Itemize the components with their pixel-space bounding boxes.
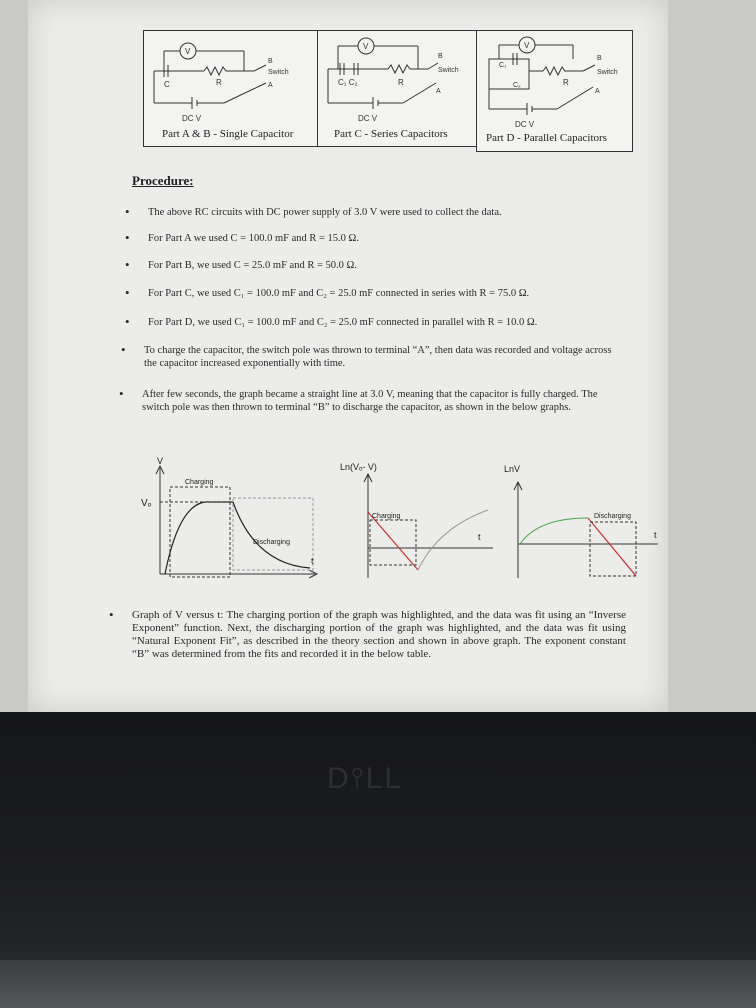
circuit-caption: Part C - Series Capacitors [334, 128, 448, 140]
svg-text:Vₒ: Vₒ [141, 498, 152, 509]
procedure-bullet: • After few seconds, the graph became a straight line at 3.0 V, meaning that the capacitor is fully charged. The switch pole was then thrown to terminal “B” to discharge the capacitor, as shown in the below graphs. [119, 386, 598, 413]
svg-text:Discharging: Discharging [253, 539, 290, 546]
circuit-caption: Part A & B - Single Capacitor [162, 128, 294, 140]
circuit-single-capacitor [143, 30, 318, 147]
svg-text:V: V [524, 41, 530, 50]
svg-text:C₁: C₁ [499, 62, 507, 69]
svg-text:Switch: Switch [597, 69, 618, 76]
svg-text:LnV: LnV [504, 464, 521, 474]
svg-text:Charging: Charging [185, 479, 214, 486]
laptop-bezel-edge [0, 960, 756, 1008]
svg-text:B: B [268, 58, 273, 65]
svg-text:V: V [363, 42, 369, 51]
graph-ln-vo-minus-v [328, 458, 498, 583]
svg-text:A: A [595, 88, 600, 95]
svg-text:DC V: DC V [182, 114, 202, 123]
procedure-bullet: • For Part C, we used C₁ = 100.0 mF and C₂ = 25.0 mF connected in series with R = 75.0 Ω. [125, 285, 530, 300]
circuit-series-capacitors [317, 30, 477, 147]
resistor-icon [204, 67, 254, 75]
switch-label: Switch [268, 69, 289, 76]
dell-logo: D⫯LL [326, 762, 404, 795]
svg-text:DC V: DC V [515, 120, 535, 129]
svg-text:t: t [311, 556, 314, 566]
svg-text:Discharging: Discharging [594, 513, 631, 520]
resistor-icon [543, 67, 583, 75]
graph-ln-v [498, 458, 668, 583]
svg-text:V: V [185, 47, 191, 56]
svg-text:t: t [478, 532, 481, 542]
procedure-bullet: • For Part A we used C = 100.0 mF and R = 15.0 Ω. [125, 230, 359, 245]
svg-text:DC V: DC V [358, 114, 378, 123]
svg-text:Charging: Charging [372, 513, 401, 520]
svg-text:C₂: C₂ [513, 82, 521, 89]
procedure-bullet: • The above RC circuits with DC power supply of 3.0 V were used to collect the data. [125, 204, 502, 219]
svg-text:B: B [438, 53, 443, 60]
svg-text:A: A [268, 82, 273, 89]
svg-text:C₁ C₂: C₁ C₂ [338, 78, 358, 87]
svg-text:Ln(Vₒ- V): Ln(Vₒ- V) [340, 462, 377, 472]
procedure-heading: Procedure: [132, 173, 194, 188]
svg-text:R: R [563, 78, 569, 87]
procedure-bullet: • For Part B, we used C = 25.0 mF and R = 50.0 Ω. [125, 257, 357, 272]
series-capacitors-circuit-diagram [318, 31, 476, 126]
svg-text:R: R [216, 78, 222, 87]
svg-text:C: C [164, 80, 170, 89]
svg-text:Switch: Switch [438, 67, 459, 74]
circuit-parallel-capacitors [476, 30, 633, 152]
svg-text:A: A [436, 88, 441, 95]
parallel-capacitors-circuit-diagram [477, 31, 632, 131]
graph-v-vs-t [125, 454, 325, 584]
procedure-bullet: • For Part D, we used C₁ = 100.0 mF and C₂ = 25.0 mF connected in parallel with R = 10.0 Ω. [125, 314, 538, 329]
svg-text:B: B [597, 55, 602, 62]
circuit-caption: Part D - Parallel Capacitors [486, 132, 607, 144]
svg-text:t: t [654, 530, 657, 540]
single-capacitor-circuit-diagram [144, 31, 317, 126]
procedure-bullet-graph-v-vs-t: • Graph of V versus t: The charging portion of the graph was highlighted, and the data was fit using an “Inverse Exponent” function. Next, the discharging portion of the graph was highlighted, and the data was fit using “Natural Exponent Fit”, as described in the theory section and shown in above graph. The exponent constant “B” was determined from the fits and recorded it in the below table. [109, 607, 626, 660]
document-page [28, 0, 668, 712]
svg-text:V: V [157, 456, 164, 466]
resistor-icon [388, 65, 428, 73]
svg-text:R: R [398, 78, 404, 87]
procedure-bullet: • To charge the capacitor, the switch pole was thrown to terminal “A”, then data was recorded and voltage across the capacitor increased exponentially with time. [121, 342, 612, 369]
